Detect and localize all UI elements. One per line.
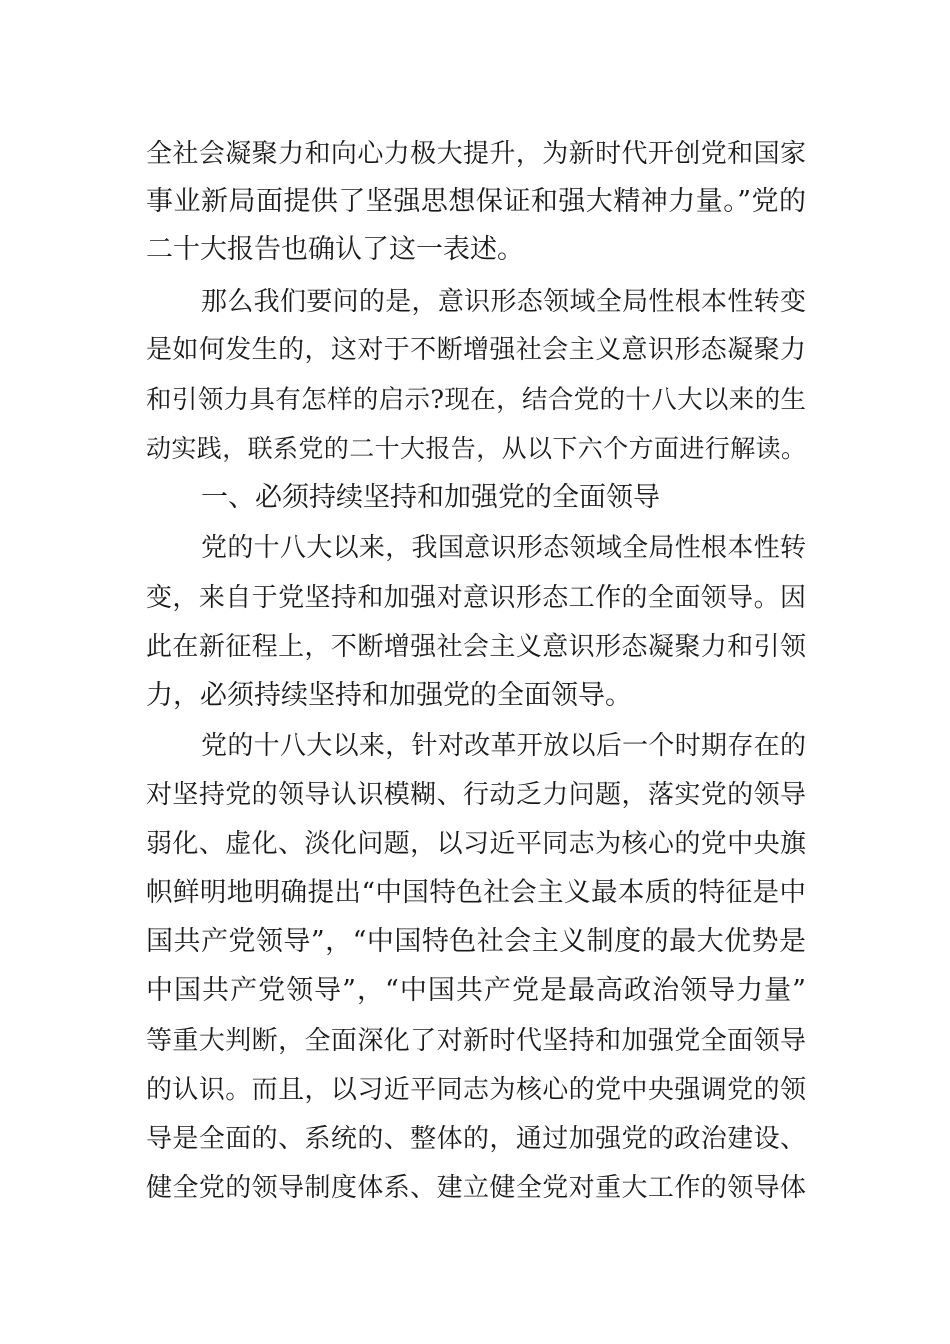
text-line: 和引领力具有怎样的启示?现在，结合党的十八大以来的生 <box>146 385 806 415</box>
text-line: 全社会凝聚力和向心力极大提升，为新时代开创党和国家 <box>146 139 806 169</box>
text-line: 党的十八大以来，针对改革开放以后一个时期存在的 <box>201 731 806 761</box>
text-line: 等重大判断，全面深化了对新时代坚持和加强党全面领导 <box>146 1026 806 1056</box>
text-line: 是如何发生的，这对于不断增强社会主义意识形态凝聚力 <box>146 335 806 365</box>
text-line: 弱化、虚化、淡化问题，以习近平同志为核心的党中央旗 <box>146 829 806 859</box>
text-line: 变，来自于党坚持和加强对意识形态工作的全面领导。因 <box>146 583 806 613</box>
text-line: 国共产党领导”，“中国特色社会主义制度的最大优势是 <box>146 926 806 957</box>
text-line: 中国共产党领导”，“中国共产党是最高政治领导力量” <box>146 975 806 1006</box>
text-line: 帜鲜明地明确提出“中国特色社会主义最本质的特征是中 <box>146 877 806 908</box>
section-heading: 一、必须持续坚持和加强党的全面领导 <box>201 482 660 513</box>
text-line: 此在新征程上，不断增强社会主义意识形态凝聚力和引领 <box>146 632 806 662</box>
text-line: 力，必须持续坚持和加强党的全面领导。 <box>146 680 632 711</box>
text-line: 动实践，联系党的二十大报告，从以下六个方面进行解读。 <box>146 434 806 463</box>
text-line: 的认识。而且，以习近平同志为核心的党中央强调党的领 <box>146 1075 806 1105</box>
text-line: 对坚持党的领导认识模糊、行动乏力问题，落实党的领导 <box>146 780 806 810</box>
text-line: 健全党的领导制度体系、建立健全党对重大工作的领导体 <box>146 1173 806 1203</box>
text-line: 那么我们要问的是，意识形态领域全局性根本性转变 <box>201 287 806 317</box>
text-line: 二十大报告也确认了这一表述。 <box>146 234 524 265</box>
text-line: 事业新局面提供了坚强思想保证和强大精神力量。”党的 <box>146 186 806 217</box>
text-line: 党的十八大以来，我国意识形态领域全局性根本性转 <box>201 533 806 563</box>
text-line: 导是全面的、系统的、整体的，通过加强党的政治建设、 <box>146 1124 806 1154</box>
